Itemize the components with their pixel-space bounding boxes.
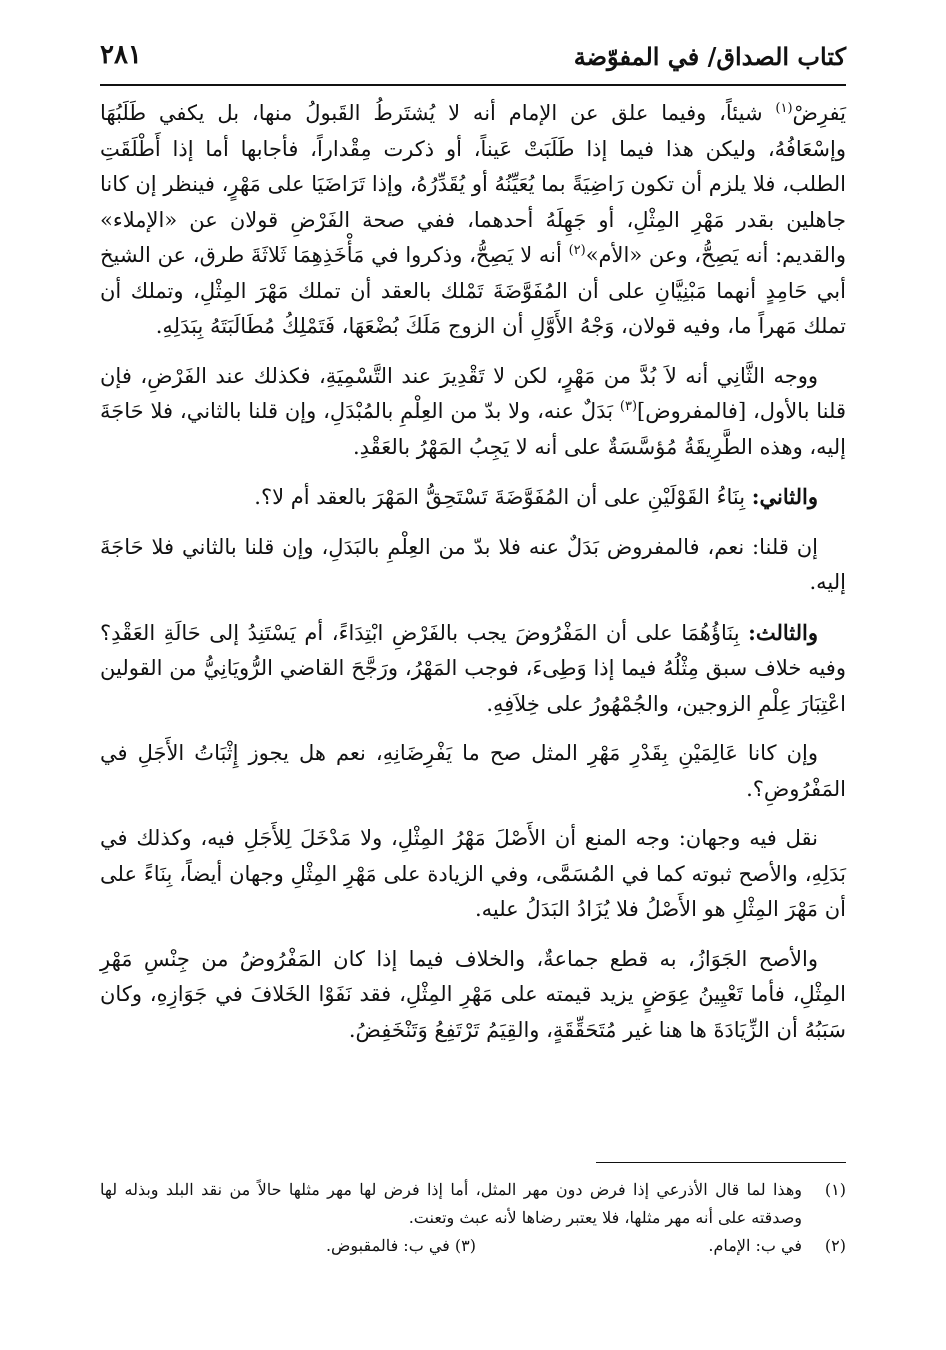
- footnote-3: (٣) في ب: فالمقبوض.: [325, 1236, 476, 1255]
- paragraph-4: إن قلنا: نعم، فالمفروض بَدَلٌ عنه فلا بدّ من العِلْمِ بالبَدَلِ، وإن قلنا بالثاني فلا حَاجَةَ إليه.: [100, 534, 846, 594]
- footnote-row: [100, 1232, 846, 1260]
- footnote-1: [100, 1176, 846, 1232]
- paragraph-6: وإن كانا عَالِمَيْنِ بِقَدْرِ مَهْرِ المثل صح ما يَفْرِضَانِهِ، نعم هل يجوز إِثْبَاتُ الأَجَلِ في المَفْرُوضِ؟.: [100, 741, 846, 801]
- paragraph-8: والأصح الجَوَازُ، به قطع جماعةٌ، والخلاف فيما إذا كان المَفْرُوضُ من جِنْسِ مَهْرِ المِثْلِ، فأما تَعْيِينُ عِوَضٍ يزيد قيمته على مَهْرِ المِثْلِ، فقد نَفَوْا الخَلافَ في جَوَازِهِ، وكان سَبَبُهُ أن الزِّيَادَةَ ها هنا غير مُتَحَقِّقَةٍ، والقِيَمُ تَرْتَفِعُ وَتَنْخَفِضُ.: [100, 946, 846, 1042]
- paragraph-1: [100, 96, 846, 345]
- page-number: ٢٨١: [100, 40, 142, 70]
- paragraph-text: أنه لا يَصِحُّ، وذكروا في مَأْخَذِهِمَا ثَلاثَةَ طرق، عن الشيخ أبي حَامِدٍ أنهما مَبْنِيَّانِ على أن المُفَوَّضَةَ تَمْلك بالعقد أن تملك مَهْرَ المِثْلِ، وتملك أن تملك مَهراً ما، وفيه قولان، وَجْهُ الأَوَّلِ أن الزوج مَلَكَ بُضْعَهَا، فَتَمْلِكُ مُطَالَبَتَهُ بِبَدَلِهِ.: [100, 243, 846, 338]
- footnote-ref-3: (٣): [619, 399, 638, 414]
- main-text: [100, 96, 846, 1048]
- running-title: كتاب الصداق/ في المفوّضة: [573, 42, 846, 71]
- paragraph-3: [100, 479, 846, 516]
- paragraph-text: ووجه الثَّانِي أنه لاَ بُدَّ من مَهْرٍ، لكن لا تَقْدِيرَ عند التَّسْمِيَةِ، فكذلك عند الفَرْضِ، فإن قلنا بالأول، [فالمفروض]: [100, 363, 846, 423]
- footnote-ref-1: (١): [775, 101, 793, 116]
- paragraph-7: نقل فيه وجهان: وجه المنع أن الأَصْلَ مَهْرُ المِثْلِ، ولا مَدْخَلَ لِلأَجَلِ فيه، وكذلك في بَدَلِهِ، والأصح ثبوته كما في المُسَمَّى، وفي الزيادة على مَهْرِ المِثْلِ وجهان أيضاً، بِنَاءً على أن مَهْرَ المِثْلِ هو الأَصْلُ فلا يُزَادُ البَدَلُ عليه.: [100, 826, 846, 921]
- footnotes: [100, 1176, 846, 1260]
- paragraph-text: يَفرِضْ: [792, 101, 846, 125]
- paragraph-text: بِنَاءُ القَوْلَيْنِ على أن المُفَوَّضَةَ تَسْتَحِقُّ المَهْرَ بالعقد أم لا؟.: [254, 485, 752, 509]
- paragraph-text: بَدَلٌ عنه، ولا بدّ من العِلْمِ بالمُبْدَلِ، وإن قلنا بالثاني، فلا حَاجَةَ إليه، وهذه الطَّرِيقَةُ مُؤسَّسَةٌ على أنه لا يَجِبُ المَهْرُ بالعَقْدِ.: [100, 399, 846, 459]
- footnote-text: وهذا لما قال الأذرعي إذا فرض دون مهر المثل، أما إذا فرض لها مهر مثلها حالاً من نقد البلد وبذله لها وصدقته على أنه مهر مثلها، فلا يعتبر رضاها لأنه عبث وتعنت.: [100, 1180, 802, 1227]
- section-label: والثاني:: [751, 484, 818, 509]
- page-header: [100, 34, 846, 86]
- footnote-number: (١): [824, 1180, 846, 1199]
- footnote-2-text: في ب: الإمام.: [708, 1236, 802, 1255]
- footnote-divider: [596, 1162, 846, 1163]
- section-label: والثالث:: [748, 619, 818, 645]
- footnote-ref-2: (٢): [568, 243, 586, 258]
- paragraph-5: [100, 615, 846, 723]
- paragraph-text: شيئاً، وفيما علق عن الإمام أنه لا يُشتَرطُ القَبولُ منها، بل يكفي طَلَبُهَا وإسْعَافُهُ، وليكن هذا فيما إذا طَلَبَتْ عَيناً، أو ذكرت مِقْداراً، فأجابها أما إذا أَطْلَقَتِ الطلب، فلا يلزم أن تكون رَاضِيَةً بما يُعَيِّنُهُ أو يُقَدِّرُهُ، وإذا تَرَاضَيَا على مَهْرٍ، فينظر إن كانا جاهلين بقدر مَهْرِ المِثْلِ، أو جَهِلَهُ أحدهما، ففي صحة الفَرْضِ قولان عن «الإملاء» والقديم: أنه يَصِحُّ، وعن «الأم»: [100, 101, 846, 267]
- paragraph-text: بِنَاؤُهُمَا على أن المَفْرُوضَ يجب بالفَرْضِ ابْتِدَاءً، أم يَسْتَنِدُ إلى حَالَةِ العَقْدِ؟ وفيه خلاف سبق مِثْلُهُ فيما إذا وَطِىءَ، فوجب المَهْرُ، ورَجَّحَ القاضي الرُّويَانِيُّ من القولين اعْتِبَارَ عِلْمِ الزوجين، والجُمْهُورُ على خِلاَفِهِ.: [100, 620, 846, 716]
- footnote-number: (٢): [824, 1236, 846, 1255]
- paragraph-2: [100, 359, 846, 466]
